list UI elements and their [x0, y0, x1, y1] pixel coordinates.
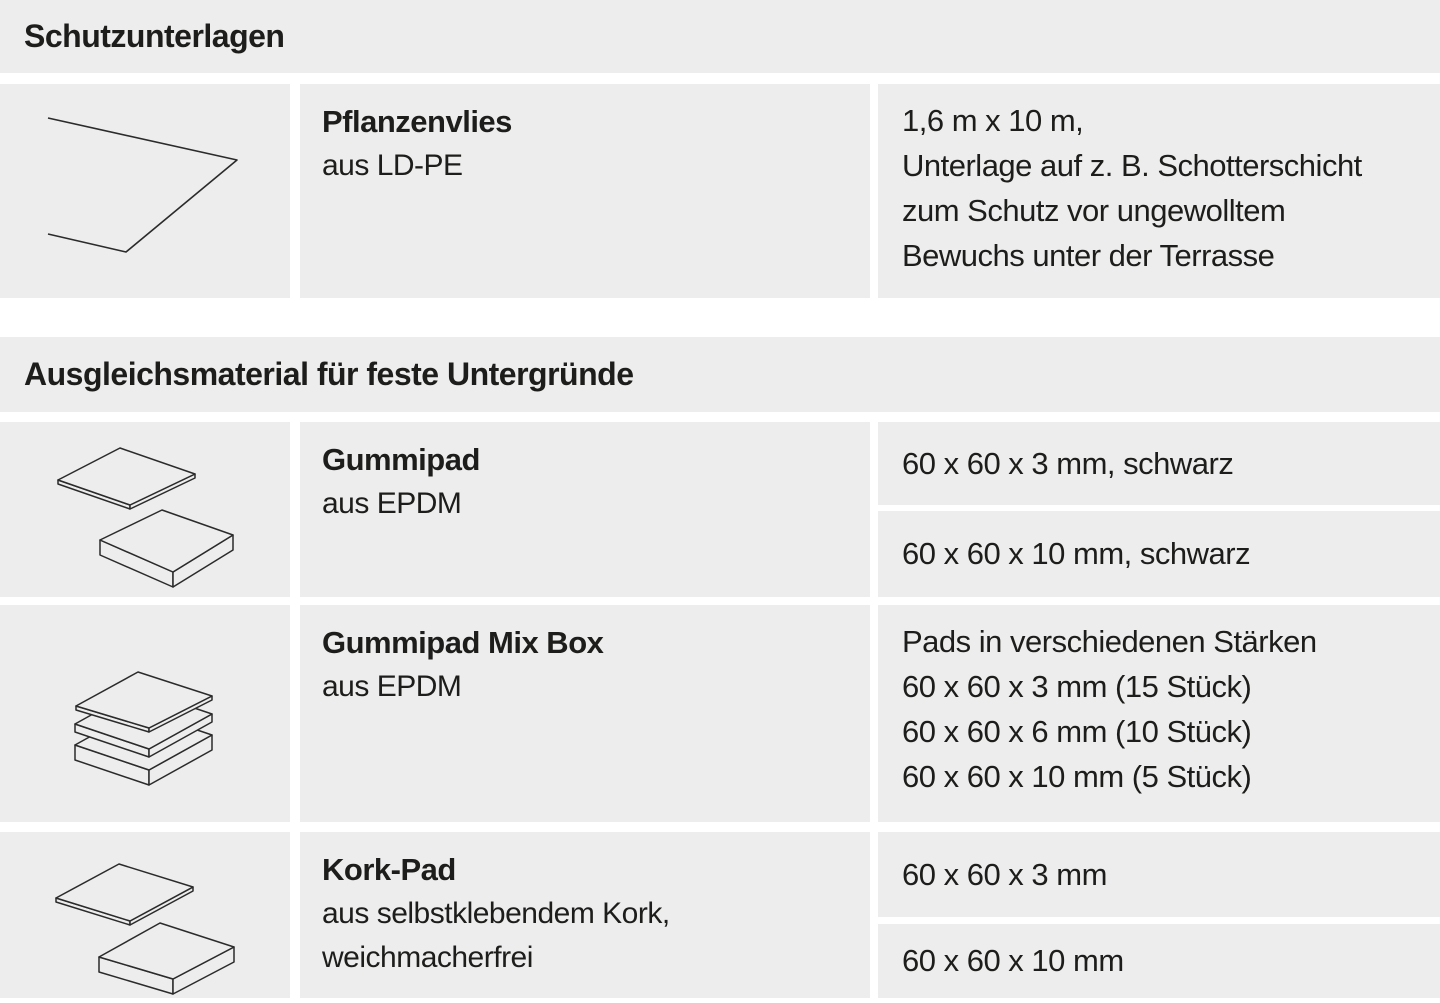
product-name-cell	[300, 832, 870, 998]
spec-line: 60 x 60 x 3 mm, schwarz	[902, 445, 1234, 481]
product-name: Pflanzenvlies	[322, 104, 512, 139]
product-image-cell	[0, 605, 290, 822]
spec-line: 60 x 60 x 10 mm, schwarz	[902, 536, 1251, 571]
spec-line: 60 x 60 x 10 mm	[902, 943, 1124, 978]
pad-pair-icon	[0, 422, 290, 597]
product-material-line: aus LD-PE	[322, 149, 463, 182]
product-name: Gummipad Mix Box	[322, 625, 604, 660]
product-spec-cell	[878, 422, 1440, 505]
pad-pair-icon	[0, 832, 290, 998]
pad-stack-icon	[0, 605, 290, 822]
spec-line: 60 x 60 x 6 mm (10 Stück)	[902, 714, 1252, 749]
product-name-cell	[300, 422, 870, 597]
product-spec-cell	[878, 832, 1440, 917]
spec-line: 1,6 m x 10 m,	[902, 103, 1084, 138]
fleece-sheet-icon	[0, 84, 290, 298]
product-image-cell	[0, 832, 290, 998]
product-image-cell	[0, 84, 290, 298]
product-image-cell	[0, 422, 290, 597]
section-heading: Ausgleichsmaterial für feste Untergründe	[24, 356, 634, 392]
product-spec-cell	[878, 605, 1440, 822]
spec-line: Pads in verschiedenen Stärken	[902, 624, 1317, 659]
spec-line: 60 x 60 x 10 mm (5 Stück)	[902, 759, 1252, 794]
product-name: Gummipad	[322, 442, 480, 477]
section-heading: Schutzunterlagen	[24, 18, 285, 54]
product-material-line: weichmacherfrei	[322, 941, 533, 974]
section-heading-band	[0, 337, 1440, 412]
product-material-line: aus selbstklebendem Kork,	[322, 897, 670, 930]
product-spec-cell	[878, 924, 1440, 998]
spec-line: 60 x 60 x 3 mm (15 Stück)	[902, 669, 1252, 704]
spec-line: Bewuchs unter der Terrasse	[902, 238, 1275, 273]
spec-line: zum Schutz vor ungewolltem	[902, 193, 1286, 228]
product-spec-cell	[878, 511, 1440, 597]
product-name-cell	[300, 84, 870, 298]
product-spec-cell	[878, 84, 1440, 298]
product-name: Kork-Pad	[322, 852, 456, 887]
spec-line: 60 x 60 x 3 mm	[902, 856, 1107, 892]
spec-line: Unterlage auf z. B. Schotterschicht	[902, 148, 1362, 183]
product-material-line: aus EPDM	[322, 487, 462, 520]
product-name-cell	[300, 605, 870, 822]
section-heading-band	[0, 0, 1440, 73]
product-material-line: aus EPDM	[322, 670, 462, 703]
